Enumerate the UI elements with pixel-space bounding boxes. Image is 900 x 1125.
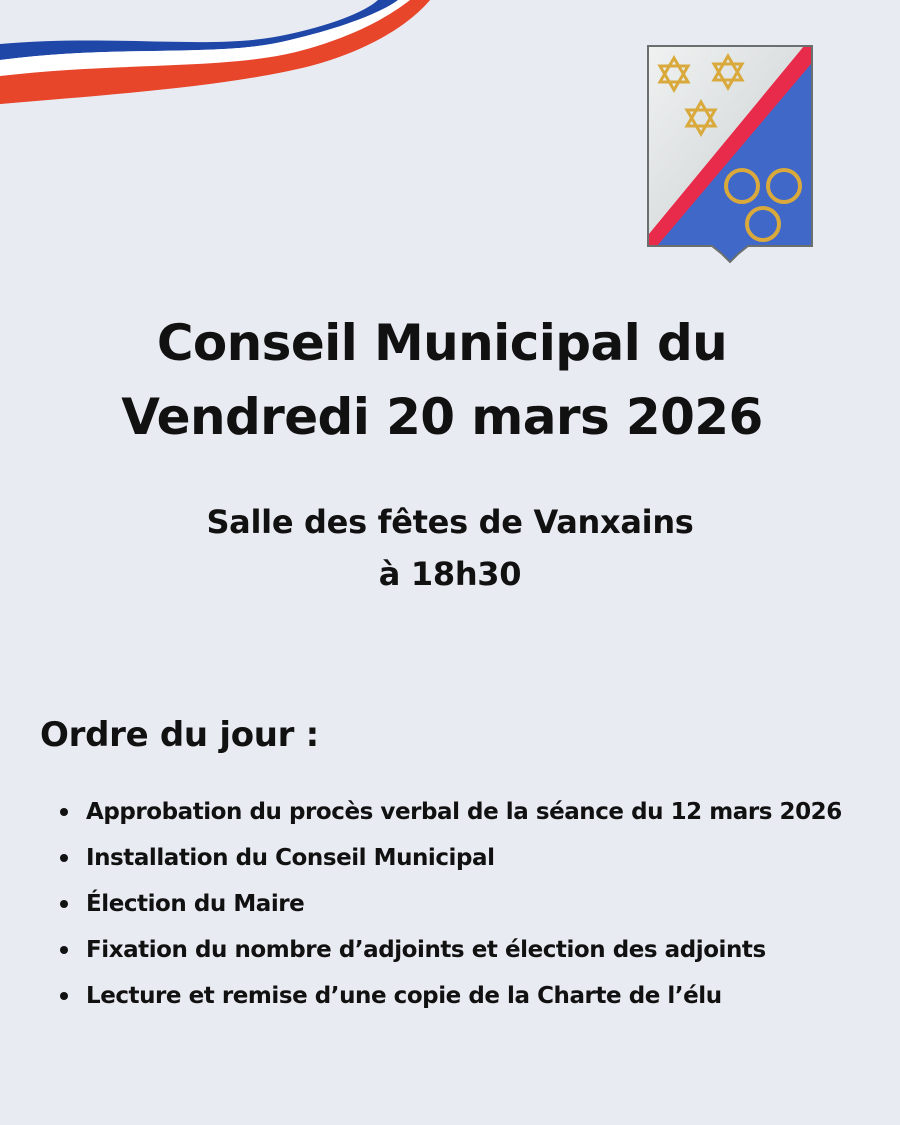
title-line-1: Conseil Municipal du: [156, 314, 728, 372]
title-line-2: Vendredi 20 mars 2026: [121, 388, 763, 446]
agenda-heading: Ordre du jour :: [40, 715, 319, 755]
bullet-icon: [60, 854, 68, 862]
bullet-icon: [60, 900, 68, 908]
agenda-item-label: Lecture et remise d’une copie de la Charte de l’élu: [86, 983, 722, 1009]
page-title: [0, 306, 884, 454]
agenda-item-label: Élection du Maire: [86, 891, 305, 917]
list-item: [60, 789, 890, 835]
list-item: [60, 881, 890, 927]
venue-info: [0, 496, 900, 600]
bullet-icon: [60, 946, 68, 954]
agenda-item-label: Approbation du procès verbal de la séance du 12 mars 2026: [86, 799, 842, 825]
list-item: [60, 927, 890, 973]
agenda-item-label: Fixation du nombre d’adjoints et élection des adjoints: [86, 937, 766, 963]
bullet-icon: [60, 992, 68, 1000]
tricolour-flag-ribbon-icon: [0, 0, 430, 120]
coat-of-arms-icon: [644, 44, 816, 264]
list-item: [60, 835, 890, 881]
venue-time: à 18h30: [378, 555, 522, 593]
agenda-item-label: Installation du Conseil Municipal: [86, 845, 495, 871]
agenda-list: [60, 789, 890, 1019]
venue-location: Salle des fêtes de Vanxains: [206, 503, 694, 541]
list-item: [60, 973, 890, 1019]
bullet-icon: [60, 808, 68, 816]
